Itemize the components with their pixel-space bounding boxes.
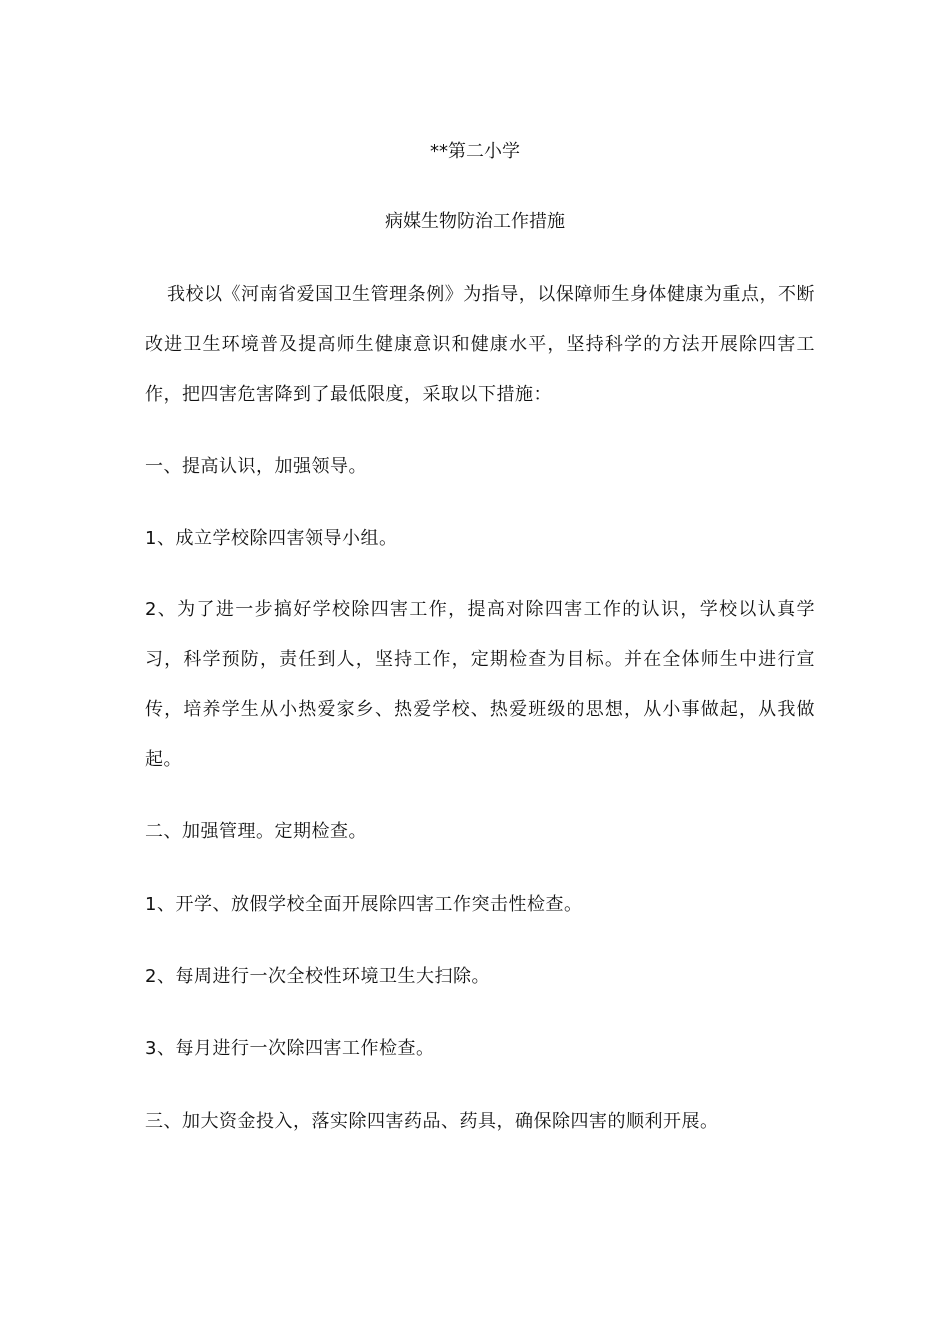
section1-item2 xyxy=(145,585,815,785)
section2-item1: 1、开学、放假学校全面开展除四害工作突击性检查。 xyxy=(145,894,583,915)
section2-item3: 3、每月进行一次除四害工作检查。 xyxy=(145,1038,435,1059)
section1-item2-text: 2、为了进一步搞好学校除四害工作，提高对除四害工作的认识，学校以认真学习，科学预防，责任到人，坚持工作，定期检查为目标。并在全体师生中进行宣传，培养学生从小热爱家乡、热爱学校、热爱班级的思想，从小事做起，从我做起。 xyxy=(145,599,815,770)
document-title: 病媒生物防治工作措施 xyxy=(385,211,565,232)
intro-paragraph xyxy=(145,270,815,420)
section2-item2: 2、每周进行一次全校性环境卫生大扫除。 xyxy=(145,966,490,987)
school-name: **第二小学 xyxy=(430,141,520,162)
section3-heading: 三、加大资金投入，落实除四害药品、药具，确保除四害的顺利开展。 xyxy=(145,1111,719,1132)
section1-item1: 1、成立学校除四害领导小组。 xyxy=(145,528,398,549)
section2-heading: 二、加强管理。定期检查。 xyxy=(145,821,367,842)
section1-heading: 一、提高认识，加强领导。 xyxy=(145,456,367,477)
intro-text: 我校以《河南省爱国卫生管理条例》为指导，以保障师生身体健康为重点，不断改进卫生环境普及提高师生健康意识和健康水平，坚持科学的方法开展除四害工作，把四害危害降到了最低限度，采取以下措施： xyxy=(145,284,815,405)
